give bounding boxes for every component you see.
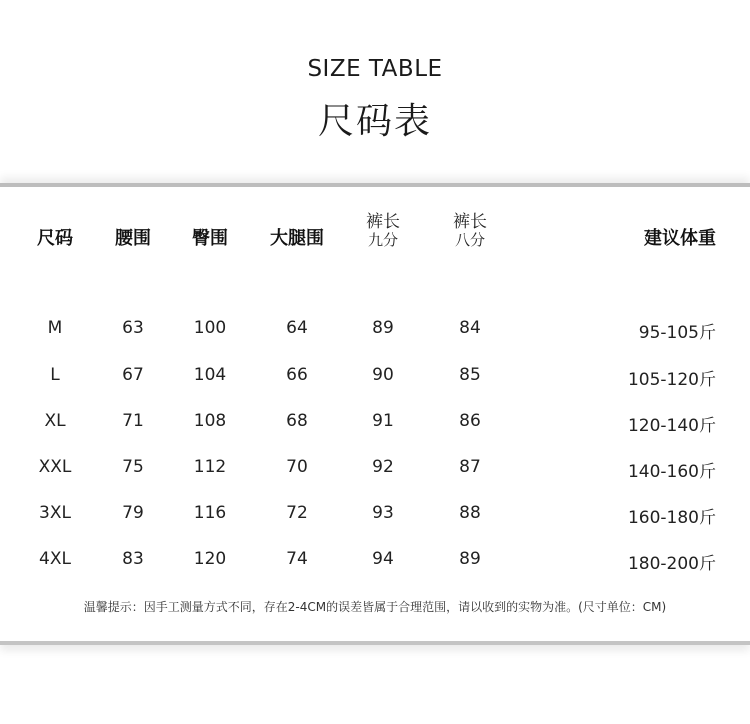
- cell-length-nine: 92: [372, 457, 394, 477]
- cell-weight: 95-105斤: [638, 323, 716, 343]
- cell-size: XXL: [38, 457, 72, 477]
- measurement-note: 温馨提示：因手工测量方式不同，存在2-4CM的误差皆属于合理范围，请以收到的实物为准。(尺寸单位：CM): [83, 600, 667, 614]
- cell-length-eight: 89: [459, 549, 481, 569]
- title-english: SIZE TABLE: [307, 56, 443, 82]
- cell-weight: 140-160斤: [627, 462, 716, 482]
- cell-length-nine: 93: [372, 503, 394, 523]
- header-length-eight-line2: 八分: [454, 231, 485, 249]
- cell-size: 4XL: [39, 549, 71, 569]
- cell-waist: 63: [122, 318, 144, 338]
- cell-weight: 160-180斤: [627, 508, 716, 528]
- cell-thigh: 64: [286, 318, 308, 338]
- cell-thigh: 70: [286, 457, 308, 477]
- cell-size: XL: [44, 411, 66, 431]
- cell-thigh: 68: [286, 411, 308, 431]
- cell-length-eight: 88: [459, 503, 481, 523]
- header-waist: 腰围: [115, 228, 151, 249]
- cell-hip: 104: [193, 365, 227, 385]
- cell-length-nine: 94: [372, 549, 394, 569]
- cell-waist: 75: [122, 457, 144, 477]
- header-length-eight: [453, 213, 487, 249]
- header-thigh: 大腿围: [270, 228, 324, 249]
- cell-waist: 67: [122, 365, 144, 385]
- header-length-nine: [366, 213, 400, 249]
- cell-thigh: 74: [286, 549, 308, 569]
- cell-length-eight: 85: [459, 365, 481, 385]
- cell-waist: 79: [122, 503, 144, 523]
- cell-hip: 100: [193, 318, 227, 338]
- cell-weight: 105-120斤: [627, 370, 716, 390]
- cell-size: M: [47, 318, 63, 338]
- cell-hip: 112: [193, 457, 227, 477]
- cell-length-eight: 84: [459, 318, 481, 338]
- title-chinese: 尺码表: [317, 101, 432, 142]
- cell-length-nine: 90: [372, 365, 394, 385]
- header-length-eight-line1: 裤长: [453, 212, 487, 232]
- header-weight: 建议体重: [644, 228, 716, 249]
- header-length-nine-line2: 九分: [367, 231, 398, 249]
- cell-length-nine: 91: [372, 411, 394, 431]
- cell-weight: 120-140斤: [627, 416, 716, 436]
- header-length-nine-line1: 裤长: [366, 212, 400, 232]
- cell-hip: 108: [193, 411, 227, 431]
- cell-size: L: [50, 365, 60, 385]
- cell-size: 3XL: [39, 503, 71, 523]
- cell-thigh: 72: [286, 503, 308, 523]
- cell-length-eight: 86: [459, 411, 481, 431]
- cell-weight: 180-200斤: [627, 554, 716, 574]
- cell-hip: 120: [193, 549, 227, 569]
- cell-length-nine: 89: [372, 318, 394, 338]
- cell-hip: 116: [193, 503, 227, 523]
- cell-waist: 83: [122, 549, 144, 569]
- header-hip: 臀围: [192, 228, 228, 249]
- cell-waist: 71: [122, 411, 144, 431]
- header-size: 尺码: [37, 228, 73, 249]
- cell-thigh: 66: [286, 365, 308, 385]
- cell-length-eight: 87: [459, 457, 481, 477]
